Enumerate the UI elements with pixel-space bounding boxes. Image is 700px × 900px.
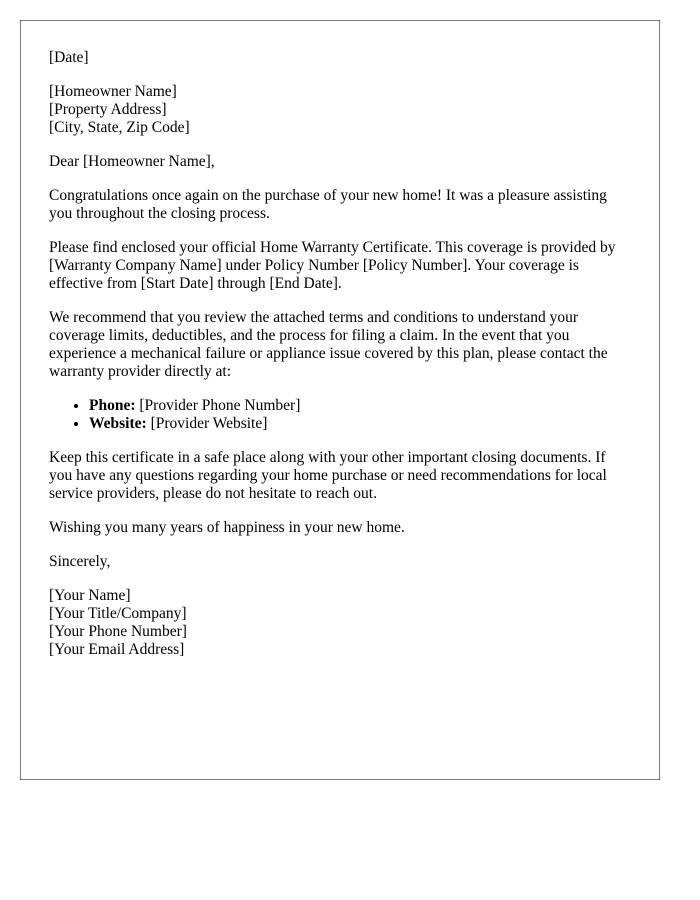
closing: Sincerely, (49, 553, 111, 570)
recipient-city-state-zip: [City, State, Zip Code] (49, 119, 190, 136)
recipient-address: [Property Address] (49, 101, 167, 118)
phone-label: Phone: (89, 397, 136, 414)
website-label: Website: (89, 415, 147, 432)
paragraph-congratulations: Congratulations once again on the purchase of your new home! It was a pleasure assisting you throughout the closing process. (49, 187, 607, 222)
letter-document (20, 20, 660, 780)
letter-date: [Date] (49, 49, 89, 66)
provider-contact-list (49, 397, 631, 433)
phone-value: [Provider Phone Number] (135, 397, 301, 414)
list-item-website (89, 415, 631, 433)
recipient-name: [Homeowner Name] (49, 83, 177, 100)
list-item-phone (89, 397, 631, 415)
recipient-block (49, 83, 631, 137)
signature-title-company: [Your Title/Company] (49, 605, 187, 622)
signature-phone: [Your Phone Number] (49, 623, 187, 640)
signature-name: [Your Name] (49, 587, 131, 604)
website-value: [Provider Website] (146, 415, 268, 432)
paragraph-wishes: Wishing you many years of happiness in your new home. (49, 519, 405, 536)
paragraph-certificate: Please find enclosed your official Home Warranty Certificate. This coverage is provided by [Warranty Company Name] under Policy Number [Policy Number]. Your coverage is effective from [Start Date] through [End Date]. (49, 239, 616, 292)
paragraph-keep-certificate: Keep this certificate in a safe place along with your other important closing documents. If you have any questions regarding your home purchase or need recommendations for local service providers, please do not hesitate to reach out. (49, 449, 607, 502)
salutation: Dear [Homeowner Name], (49, 153, 215, 170)
signature-block (49, 587, 631, 659)
signature-email: [Your Email Address] (49, 641, 185, 658)
paragraph-recommendation: We recommend that you review the attached terms and conditions to understand your coverage limits, deductibles, and the process for filing a claim. In the event that you experience a mechanical failure or appliance issue covered by this plan, please contact the warranty provider directly at: (49, 309, 608, 380)
